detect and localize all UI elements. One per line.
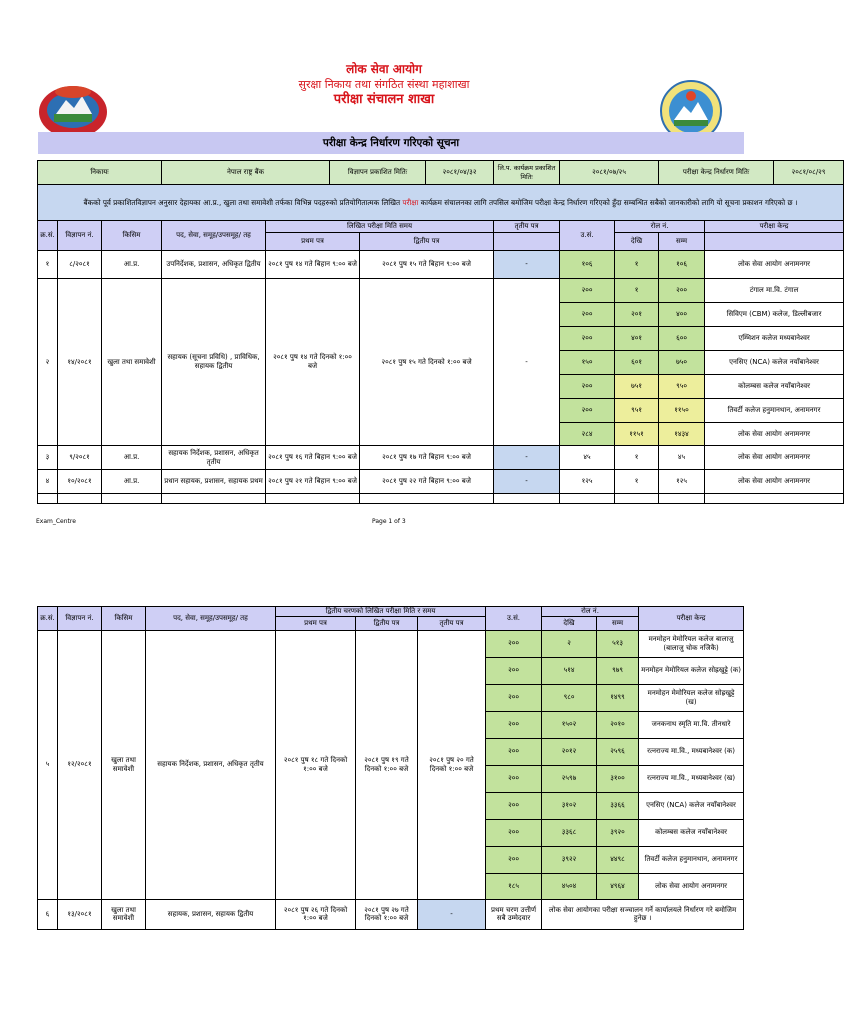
cell-count: २०० — [486, 765, 542, 792]
col-paper2: द्वितीय पत्र — [360, 233, 494, 251]
cell-type: आ.प्र. — [102, 251, 162, 279]
cell-centre: लोक सेवा आयोग अनामनगर — [705, 470, 844, 494]
cell-post: सहायक (सूचना प्रविधि) , प्राविधिक, सहायक द्वितीय — [162, 279, 266, 446]
col-ad-no: विज्ञापन नं. — [58, 221, 102, 251]
footer-page-number: Page 1 of 3 — [372, 518, 406, 525]
info-row — [38, 161, 844, 185]
cell-paper3: - — [494, 446, 560, 470]
cell-roll-to: २०० — [659, 279, 705, 303]
col-from: देखि — [542, 616, 597, 630]
cell-centre: रत्नराज्य मा.वि., मध्यबानेश्वर (ख) — [639, 765, 744, 792]
cell-count: २०० — [486, 684, 542, 711]
cell-roll-from: १ — [615, 251, 659, 279]
cell-centre: टंगाल मा.वि. टंगाल — [705, 279, 844, 303]
cell-centre: जनकनाथ स्मृति मा.वि. तीनधारे — [639, 711, 744, 738]
header-division: सुरक्षा निकाय तथा संगठित संस्था महाशाखा — [298, 77, 470, 91]
table-row — [38, 279, 844, 303]
cell-roll-from: ३३६८ — [542, 819, 597, 846]
exam-centre-table-page1 — [37, 160, 844, 504]
cell-sn: २ — [38, 279, 58, 446]
cell-ad-no: १२/२०८१ — [58, 630, 102, 899]
cell-centre: लोक सेवा आयोग अनामनगर — [705, 423, 844, 446]
org-label: निकायः — [38, 161, 162, 185]
cell-roll-to: १०६ — [659, 251, 705, 279]
table-row — [38, 251, 844, 279]
footer-filename: Exam_Centre — [36, 518, 76, 525]
cell-centre: कोलम्बस कलेज नयाँबानेश्वर — [705, 375, 844, 399]
header-title: लोक सेवा आयोग — [346, 62, 422, 76]
centre-fixed-value: २०८१/०८/२९ — [774, 161, 844, 185]
org-value: नेपाल राष्ट्र बैंक — [162, 161, 330, 185]
cell-count: २०० — [560, 279, 615, 303]
cell-roll-to: ४५ — [659, 446, 705, 470]
cell-count: २०० — [560, 375, 615, 399]
col-centre: परीक्षा केन्द्र — [705, 221, 844, 233]
cell-centre: मनमोहन मेमोरियल कलेज बालाजु (बालाजु चोक नजिकै) — [639, 630, 744, 657]
cell-paper1: २०८१ पुष २६ गते दिनको १:०० बजे — [276, 899, 356, 929]
cell-paper1: २०८१ पुष १६ गते बिहान ९:०० बजे — [266, 446, 360, 470]
col-centre: परीक्षा केन्द्र — [639, 607, 744, 631]
cell-roll-to: ४९६४ — [597, 873, 639, 899]
cell-roll-to: ९७९ — [597, 657, 639, 684]
cell-roll-from: १५०२ — [542, 711, 597, 738]
cell-sn: ४ — [38, 470, 58, 494]
cell-centre: लोक सेवा आयोग अनामनगर — [639, 873, 744, 899]
cell-count: २०० — [486, 738, 542, 765]
cell-count: २०० — [486, 711, 542, 738]
cell-ad-no: १४/२०८१ — [58, 279, 102, 446]
cell-paper1: २०८१ पुष १४ गते बिहान ९:०० बजे — [266, 251, 360, 279]
cell-roll-to: १४९९ — [597, 684, 639, 711]
cell-count: २०० — [560, 327, 615, 351]
cell-ad-no: १०/२०८१ — [58, 470, 102, 494]
col-sn: क्र.सं. — [38, 607, 58, 631]
cell-roll-from: २०१२ — [542, 738, 597, 765]
cell-count: १०६ — [560, 251, 615, 279]
cell-roll-to: २०१० — [597, 711, 639, 738]
cell-type: खुला तथा समावेशी — [102, 630, 146, 899]
exam-centre-table-page2 — [37, 606, 744, 930]
col-paper3: तृतीय पत्र — [418, 616, 486, 630]
table-row — [38, 470, 844, 494]
col-paper1: प्रथम पत्र — [276, 616, 356, 630]
cell-ad-no: ९/२०८१ — [58, 446, 102, 470]
cell-type: आ.प्र. — [102, 470, 162, 494]
cell-paper3: - — [494, 279, 560, 446]
table-row — [38, 630, 744, 657]
cell-type: आ.प्र. — [102, 446, 162, 470]
cell-count: २८४ — [560, 423, 615, 446]
cell-post: उपनिर्देशक, प्रशासन, अधिकृत द्वितीय — [162, 251, 266, 279]
ad-published-value: २०८१/०४/३२ — [426, 161, 494, 185]
cell-count: २०० — [560, 399, 615, 423]
ad-published-label: विज्ञापन प्रकाशित मितिः — [330, 161, 426, 185]
col-post: पद, सेवा, समूह/उपसमूह/ तह — [146, 607, 276, 631]
cell-roll-to: २५९६ — [597, 738, 639, 765]
cell-centre: तिवर्टी कलेज हनुमानथान, अनामनगर — [639, 846, 744, 873]
header — [0, 62, 768, 109]
cell-count: १८५ — [486, 873, 542, 899]
col-from: देखि — [615, 233, 659, 251]
cell-count: १५० — [560, 351, 615, 375]
cell-post: सहायक, प्रशासन, सहायक द्वितीय — [146, 899, 276, 929]
cell-post: सहायक निर्देशक, प्रशासन, अधिकृत तृतीय — [162, 446, 266, 470]
cell-ad-no: १३/२०८१ — [58, 899, 102, 929]
col-type: किसिम — [102, 221, 162, 251]
cell-roll-to: ६०० — [659, 327, 705, 351]
cell-paper2: २०८१ पुष १७ गते बिहान ९:०० बजे — [360, 446, 494, 470]
col-post: पद, सेवा, समूह/उपसमूह/ तह — [162, 221, 266, 251]
cell-roll-from: ६०१ — [615, 351, 659, 375]
cell-roll-to: ९५० — [659, 375, 705, 399]
cell-centre-note: लोक सेवा आयोगका परीक्षा सञ्चालन गर्ने कार्यालयले निर्धारण गरे बमोजिम हुनेछ । — [542, 899, 744, 929]
cell-count: २०० — [486, 657, 542, 684]
cell-centre: एनसिए (NCA) कलेज नयाँबानेश्वर — [705, 351, 844, 375]
schedule-published-value: २०८१/०७/२५ — [560, 161, 659, 185]
cell-count: २०० — [486, 819, 542, 846]
cell-roll-to: ५१३ — [597, 630, 639, 657]
cell-roll-from: १ — [615, 470, 659, 494]
cell-roll-from: २०१ — [615, 303, 659, 327]
table-row-empty — [38, 494, 844, 504]
cell-paper2: २०८१ पुष २७ गते दिनको १:०० बजे — [356, 899, 418, 929]
cell-sn: ५ — [38, 630, 58, 899]
cell-roll-to: ३१०० — [597, 765, 639, 792]
col-count: उ.सं. — [560, 221, 615, 251]
cell-count: १२५ — [560, 470, 615, 494]
centre-fixed-label: परीक्षा केन्द्र निर्धारण मितिः — [659, 161, 774, 185]
notice-text — [38, 185, 844, 221]
cell-centre: कोलम्बस कलेज नयाँबानेश्वर — [639, 819, 744, 846]
cell-roll-from: ७५१ — [615, 375, 659, 399]
cell-roll-to: ३३६६ — [597, 792, 639, 819]
cell-roll-from: १ — [615, 446, 659, 470]
cell-paper1: २०८१ पुष १८ गते दिनको १:०० बजे — [276, 630, 356, 899]
cell-roll-from: ९५१ — [615, 399, 659, 423]
cell-paper3: - — [494, 470, 560, 494]
cell-roll-from: २ — [542, 630, 597, 657]
cell-roll-to: ४४९८ — [597, 846, 639, 873]
cell-centre: मनमोहन मेमोरियल कलेज सोह्रखुट्टे (क) — [639, 657, 744, 684]
table-row — [38, 899, 744, 929]
cell-count-note: प्रथम चरण उत्तीर्ण सबै उम्मेदवार — [486, 899, 542, 929]
col-paper3-sub — [494, 233, 560, 251]
cell-roll-from: ९८० — [542, 684, 597, 711]
table-row — [38, 446, 844, 470]
cell-paper2: २०८१ पुष २२ गते बिहान ९:०० बजे — [360, 470, 494, 494]
cell-sn: ६ — [38, 899, 58, 929]
col-centre-sub — [705, 233, 844, 251]
col-written-date: द्वितीय चरणको लिखित परीक्षा मिति र समय — [276, 607, 486, 617]
cell-roll-to: १४३४ — [659, 423, 705, 446]
col-to: सम्म — [597, 616, 639, 630]
col-ad-no: विज्ञापन नं. — [58, 607, 102, 631]
cell-centre: सिविएम (CBM) कलेज, डिल्लीबजार — [705, 303, 844, 327]
schedule-published-label: लि.प. कार्यक्रम प्रकाशित मितिः — [494, 161, 560, 185]
cell-centre: रत्नराज्य मा.वि., मध्यबानेश्वर (क) — [639, 738, 744, 765]
cell-roll-from: २५९७ — [542, 765, 597, 792]
cell-centre: मनमोहन मेमोरियल कलेज सोह्रखुट्टे (ख) — [639, 684, 744, 711]
cell-count: २०० — [486, 846, 542, 873]
cell-sn: ३ — [38, 446, 58, 470]
col-roll: रोल नं. — [615, 221, 705, 233]
cell-roll-from: ३९२२ — [542, 846, 597, 873]
cell-roll-from: ४५०४ — [542, 873, 597, 899]
col-count: उ.सं. — [486, 607, 542, 631]
cell-type: खुला तथा समावेशी — [102, 279, 162, 446]
notice-text-part: कार्यक्रम संचालनका लागि तपसिल बमोजिम परीक्षा केन्द्र निर्धारण गरिएको हुँदा सम्बन्धित सबैको जानकारीको लागि यो सूचना प्रकाशन गरिएको छ । — [418, 198, 798, 207]
cell-roll-from: ११५१ — [615, 423, 659, 446]
cell-roll-from: १ — [615, 279, 659, 303]
cell-paper3: - — [494, 251, 560, 279]
cell-paper1: २०८१ पुष २१ गते बिहान ९:०० बजे — [266, 470, 360, 494]
cell-roll-to: ७५० — [659, 351, 705, 375]
cell-centre: लोक सेवा आयोग अनामनगर — [705, 446, 844, 470]
cell-count: २०० — [486, 630, 542, 657]
col-sn: क्र.सं. — [38, 221, 58, 251]
cell-roll-from: ३१०२ — [542, 792, 597, 819]
cell-paper3: - — [418, 899, 486, 929]
cell-count: २०० — [560, 303, 615, 327]
col-paper1: प्रथम पत्र — [266, 233, 360, 251]
cell-count: २०० — [486, 792, 542, 819]
cell-roll-to: ३९२० — [597, 819, 639, 846]
cell-paper2: २०८१ पुष १५ गते बिहान ९:०० बजे — [360, 251, 494, 279]
cell-roll-from: ४०१ — [615, 327, 659, 351]
cell-roll-from: ५१४ — [542, 657, 597, 684]
col-paper3: तृतीय पत्र — [494, 221, 560, 233]
col-paper2: द्वितीय पत्र — [356, 616, 418, 630]
cell-roll-to: १२५ — [659, 470, 705, 494]
col-roll: रोल नं. — [542, 607, 639, 617]
cell-paper2: २०८१ पुष १५ गते दिनको १:०० बजे — [360, 279, 494, 446]
cell-centre: लोक सेवा आयोग अनामनगर — [705, 251, 844, 279]
col-type: किसिम — [102, 607, 146, 631]
cell-post: सहायक निर्देशक, प्रशासन, अधिकृत तृतीय — [146, 630, 276, 899]
cell-type: खुला तथा समावेशी — [102, 899, 146, 929]
cell-count: ४५ — [560, 446, 615, 470]
cell-sn: १ — [38, 251, 58, 279]
cell-centre: एनसिए (NCA) कलेज नयाँबानेश्वर — [639, 792, 744, 819]
col-to: सम्म — [659, 233, 705, 251]
cell-paper3: २०८१ पुष २० गते दिनको १:०० बजे — [418, 630, 486, 899]
cell-paper2: २०८१ पुष १९ गते दिनको १:०० बजे — [356, 630, 418, 899]
cell-centre: एम्भिशन कलेज मध्यबानेश्वर — [705, 327, 844, 351]
cell-ad-no: ८/२०८१ — [58, 251, 102, 279]
col-written-date: लिखित परीक्षा मिति समय — [266, 221, 494, 233]
cell-post: प्रधान सहायक, प्रशासन, सहायक प्रथम — [162, 470, 266, 494]
cell-roll-to: ४०० — [659, 303, 705, 327]
header-section: परीक्षा संचालन शाखा — [333, 91, 435, 107]
notice-text-part: बैंकको पूर्व प्रकाशितविज्ञापन अनुसार देहायका आ.प्र., खुला तथा समावेशी तर्फका विभिन्न पदहरुको प्रतियोगितात्मक लिखित — [83, 198, 403, 207]
cell-centre: तिवर्टी कलेज हनुमानथान, अनामनगर — [705, 399, 844, 423]
notice-highlight: परीक्षा — [402, 198, 419, 207]
cell-paper1: २०८१ पुष १४ गते दिनको १:०० बजे — [266, 279, 360, 446]
notice-banner: परीक्षा केन्द्र निर्धारण गरिएको सूचना — [38, 132, 744, 154]
cell-roll-to: ११५० — [659, 399, 705, 423]
